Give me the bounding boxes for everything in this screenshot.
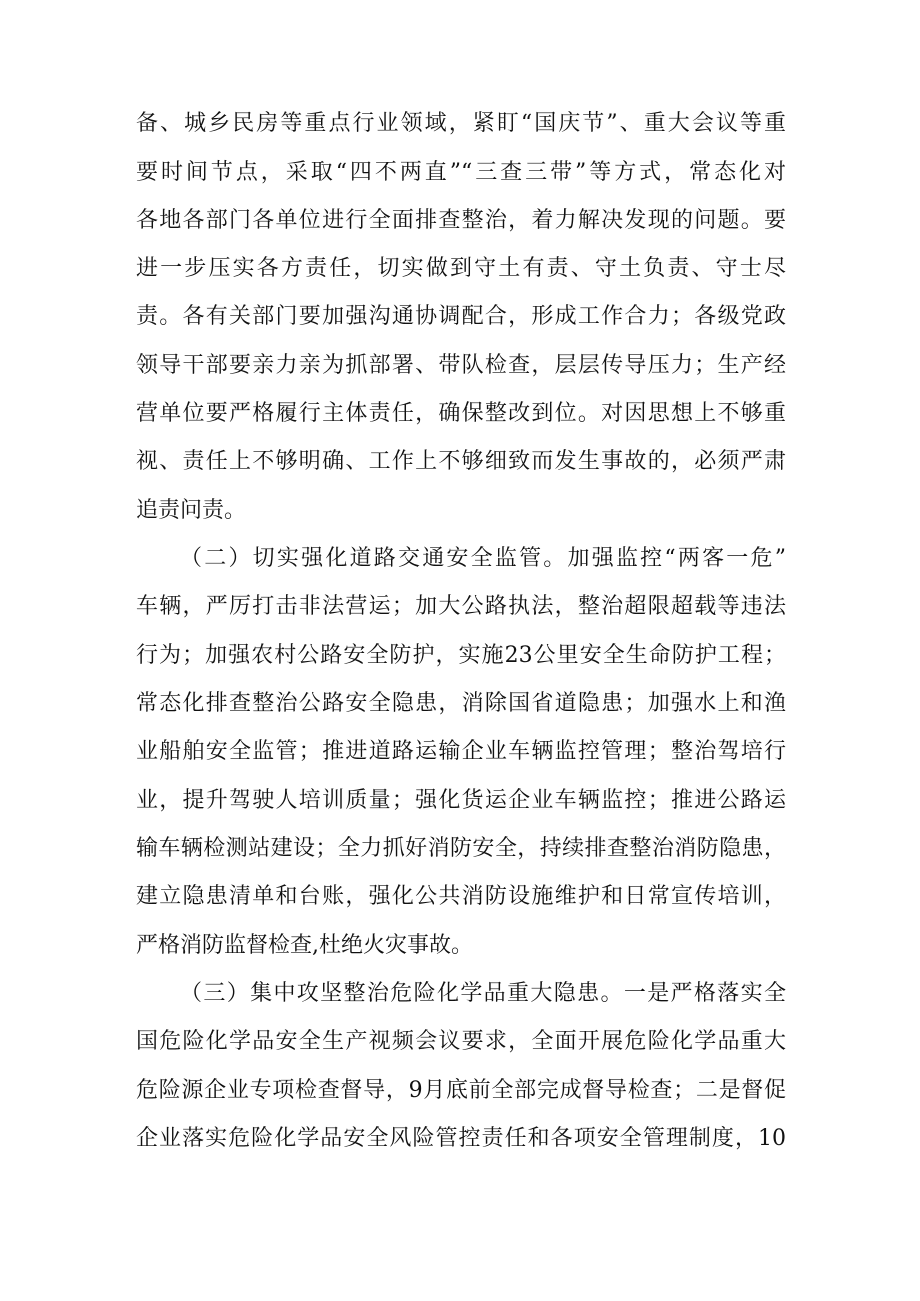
text-line: 严格消防监督检查,杜绝火灾事故。 [136, 933, 473, 958]
text-line: 领导干部要亲力亲为抓部署、带队检查，层层传导压力；生产经 [136, 353, 786, 378]
text-line: 营单位要严格履行主体责任，确保整改到位。对因思想上不够重 [136, 401, 786, 426]
text-line: 常态化排查整治公路安全隐患，消除国省道隐患；加强水上和渔 [136, 691, 786, 716]
text-line: 视、责任上不够明确、工作上不够细致而发生事故的，必须严肃 [136, 449, 786, 474]
text-line: 行为；加强农村公路安全防护，实施23公里安全生命防护工程； [136, 643, 786, 668]
text-line: 追责问责。 [136, 498, 247, 523]
text-line: 各地各部门各单位进行全面排查整治，着力解决发现的问题。要 [136, 208, 786, 233]
text-line: 输车辆检测站建设；全力抓好消防安全，持续排查整治消防隐患， [136, 836, 786, 861]
text-line: 企业落实危险化学品安全风险管控责任和各项安全管理制度，10 [136, 1126, 786, 1151]
text-line: 建立隐患清单和台账，强化公共消防设施维护和日常宣传培训， [136, 884, 786, 909]
section-heading-line: （三）集中攻坚整治危险化学品重大隐患。一是严格落实全 [180, 981, 786, 1006]
text-line: 备、城乡民房等重点行业领域，紧盯“国庆节”、重大会议等重 [136, 111, 786, 136]
text-line: 责。各有关部门要加强沟通协调配合，形成工作合力；各级党政 [136, 304, 786, 329]
text-line: 危险源企业专项检查督导，9月底前全部完成督导检查；二是督促 [136, 1078, 786, 1103]
text-line: 业，提升驾驶人培训质量；强化货运企业车辆监控；推进公路运 [136, 788, 786, 813]
text-line: 要时间节点，采取“四不两直”“三查三带”等方式，常态化对 [136, 160, 786, 185]
text-line: 车辆，严厉打击非法营运；加大公路执法，整治超限超载等违法 [136, 594, 786, 619]
text-line: 国危险化学品安全生产视频会议要求，全面开展危险化学品重大 [136, 1029, 786, 1054]
text-line: 业船舶安全监管；推进道路运输企业车辆监控管理；整治驾培行 [136, 739, 786, 764]
text-line: 进一步压实各方责任，切实做到守土有责、守土负责、守士尽 [136, 256, 786, 281]
section-heading-line: （二）切实强化道路交通安全监管。加强监控“两客一危” [180, 546, 786, 571]
